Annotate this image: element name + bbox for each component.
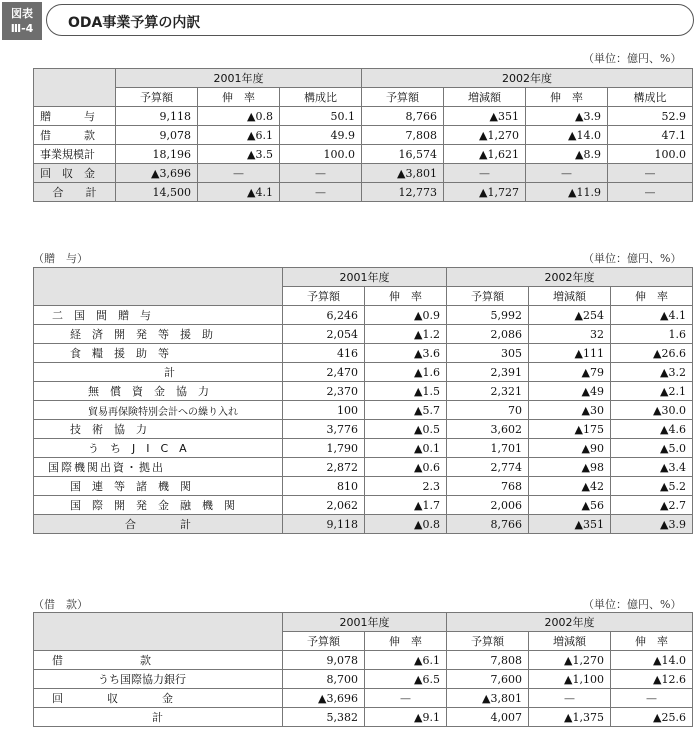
cell: 100: [283, 401, 365, 420]
cell: 32: [529, 325, 611, 344]
unit-label-3: （単位：億円、%）: [583, 598, 682, 611]
cell: 52.9: [608, 107, 693, 126]
col-header: 予算額: [283, 632, 365, 651]
cell: —: [526, 164, 608, 183]
col-header: 増減額: [444, 88, 526, 107]
cell: 810: [283, 477, 365, 496]
cell: ▲2.7: [611, 496, 693, 515]
cell: ▲0.9: [365, 306, 447, 325]
cell: ▲1.6: [365, 363, 447, 382]
cell: ▲1.7: [365, 496, 447, 515]
cell: ▲3.6: [365, 344, 447, 363]
cell: ▲4.1: [198, 183, 280, 202]
table-row: [34, 363, 693, 382]
row-label: 合 計: [34, 515, 283, 534]
cell: ▲30.0: [611, 401, 693, 420]
year-2002-header: 2002年度: [447, 613, 693, 632]
cell: —: [529, 689, 611, 708]
cell: —: [444, 164, 526, 183]
cell: ▲1,375: [529, 708, 611, 727]
table-row: [34, 515, 693, 534]
col-header: 伸 率: [611, 632, 693, 651]
figure-label-line1: 図表: [11, 7, 33, 20]
table-row: [34, 382, 693, 401]
cell: 100.0: [608, 145, 693, 164]
section-label-grants: （贈 与）: [33, 252, 88, 265]
cell: 1,790: [283, 439, 365, 458]
table-row: [34, 439, 693, 458]
cell: ▲5.7: [365, 401, 447, 420]
table-row: [34, 689, 693, 708]
cell: 768: [447, 477, 529, 496]
row-label: 合 計: [34, 183, 116, 202]
row-label: 国 連 等 諸 機 関: [34, 477, 283, 496]
cell: 2,370: [283, 382, 365, 401]
cell: 1.6: [611, 325, 693, 344]
table-row: [34, 126, 693, 145]
cell: ▲1,727: [444, 183, 526, 202]
cell: ▲6.5: [365, 670, 447, 689]
cell: ▲3,801: [447, 689, 529, 708]
cell: ▲49: [529, 382, 611, 401]
row-label: 借 款: [34, 651, 283, 670]
cell: ▲0.5: [365, 420, 447, 439]
cell: 9,118: [116, 107, 198, 126]
row-label: 回 収 金: [34, 689, 283, 708]
cell: —: [611, 689, 693, 708]
cell: 3,602: [447, 420, 529, 439]
cell: 416: [283, 344, 365, 363]
cell: ▲6.1: [365, 651, 447, 670]
cell: ▲254: [529, 306, 611, 325]
cell: ▲9.1: [365, 708, 447, 727]
year-2001-header: 2001年度: [116, 69, 362, 88]
cell: 2,321: [447, 382, 529, 401]
cell: 305: [447, 344, 529, 363]
cell: 7,808: [447, 651, 529, 670]
col-header: 増減額: [529, 632, 611, 651]
figure-label-line2: Ⅲ-4: [10, 22, 34, 35]
col-header: 伸 率: [365, 632, 447, 651]
col-header: 予算額: [283, 287, 365, 306]
cell: ▲3.9: [611, 515, 693, 534]
cell: —: [608, 164, 693, 183]
cell: ▲1,100: [529, 670, 611, 689]
cell: ▲3,696: [116, 164, 198, 183]
cell: —: [280, 164, 362, 183]
cell: ▲14.0: [526, 126, 608, 145]
cell: 8,766: [447, 515, 529, 534]
row-label: 国際機関出資・拠出: [34, 458, 283, 477]
cell: 5,992: [447, 306, 529, 325]
cell: 2,470: [283, 363, 365, 382]
cell: ▲351: [444, 107, 526, 126]
cell: ▲0.1: [365, 439, 447, 458]
cell: ▲0.8: [365, 515, 447, 534]
table-row: [34, 401, 693, 420]
row-label: 贈 与: [34, 107, 116, 126]
col-header: 伸 率: [526, 88, 608, 107]
col-header: 予算額: [116, 88, 198, 107]
cell: ▲351: [529, 515, 611, 534]
cell: —: [365, 689, 447, 708]
cell: ▲3.5: [198, 145, 280, 164]
cell: 5,382: [283, 708, 365, 727]
cell: ▲3,801: [362, 164, 444, 183]
cell: —: [280, 183, 362, 202]
header-blank: [34, 69, 116, 107]
row-label: 国 際 開 発 金 融 機 関: [34, 496, 283, 515]
cell: —: [198, 164, 280, 183]
table-row: [34, 496, 693, 515]
row-label: 貿易再保険特別会計への繰り入れ: [34, 401, 283, 420]
cell: 9,118: [283, 515, 365, 534]
cell: 4,007: [447, 708, 529, 727]
table-row: [34, 344, 693, 363]
cell: ▲26.6: [611, 344, 693, 363]
row-label: う ち J I C A: [34, 439, 283, 458]
cell: 18,196: [116, 145, 198, 164]
row-label: 無 償 資 金 協 力: [34, 382, 283, 401]
row-label: 二 国 間 贈 与: [34, 306, 283, 325]
year-2001-header: 2001年度: [283, 268, 447, 287]
row-label: 経 済 開 発 等 援 助: [34, 325, 283, 344]
cell: ▲1.5: [365, 382, 447, 401]
cell: ▲2.1: [611, 382, 693, 401]
table-row: [34, 651, 693, 670]
table-row: [34, 145, 693, 164]
loans-table: [33, 612, 693, 727]
cell: ▲3,696: [283, 689, 365, 708]
cell: 100.0: [280, 145, 362, 164]
unit-label-2: （単位：億円、%）: [583, 252, 682, 265]
cell: ▲79: [529, 363, 611, 382]
grants-table: [33, 267, 693, 534]
cell: 8,766: [362, 107, 444, 126]
cell: 9,078: [283, 651, 365, 670]
col-header: 伸 率: [365, 287, 447, 306]
cell: 8,700: [283, 670, 365, 689]
cell: ▲4.1: [611, 306, 693, 325]
col-header: 予算額: [447, 632, 529, 651]
summary-table: [33, 68, 693, 202]
cell: 1,701: [447, 439, 529, 458]
row-label: 技 術 協 力: [34, 420, 283, 439]
cell: ▲4.6: [611, 420, 693, 439]
table-row: [34, 420, 693, 439]
cell: 7,808: [362, 126, 444, 145]
table-row: [34, 458, 693, 477]
cell: 16,574: [362, 145, 444, 164]
cell: 2.3: [365, 477, 447, 496]
cell: —: [608, 183, 693, 202]
cell: ▲3.4: [611, 458, 693, 477]
cell: ▲14.0: [611, 651, 693, 670]
figure-header: [2, 2, 694, 40]
cell: ▲111: [529, 344, 611, 363]
row-label: 回 収 金: [34, 164, 116, 183]
row-label: 計: [34, 708, 283, 727]
cell: 49.9: [280, 126, 362, 145]
cell: 2,054: [283, 325, 365, 344]
cell: ▲0.8: [198, 107, 280, 126]
row-label: 食 糧 援 助 等: [34, 344, 283, 363]
table-row: [34, 477, 693, 496]
year-2001-header: 2001年度: [283, 613, 447, 632]
table-row: [34, 164, 693, 183]
cell: ▲6.1: [198, 126, 280, 145]
header-blank: [34, 613, 283, 651]
col-header: 構成比: [280, 88, 362, 107]
cell: ▲3.9: [526, 107, 608, 126]
cell: ▲11.9: [526, 183, 608, 202]
cell: 2,062: [283, 496, 365, 515]
cell: 2,006: [447, 496, 529, 515]
cell: 3,776: [283, 420, 365, 439]
col-header: 構成比: [608, 88, 693, 107]
cell: 7,600: [447, 670, 529, 689]
row-label: 計: [34, 363, 283, 382]
col-header: 伸 率: [611, 287, 693, 306]
cell: ▲1.2: [365, 325, 447, 344]
cell: ▲5.2: [611, 477, 693, 496]
section-label-loans: （借 款）: [33, 598, 88, 611]
cell: ▲5.0: [611, 439, 693, 458]
table-row: [34, 325, 693, 344]
row-label: 事業規模計: [34, 145, 116, 164]
cell: ▲3.2: [611, 363, 693, 382]
cell: ▲8.9: [526, 145, 608, 164]
unit-label-1: （単位：億円、%）: [583, 52, 682, 65]
page-title: ODA事業予算の内訳: [68, 15, 201, 31]
table-row: [34, 183, 693, 202]
table-row: [34, 670, 693, 689]
cell: 70: [447, 401, 529, 420]
cell: ▲1,270: [444, 126, 526, 145]
col-header: 伸 率: [198, 88, 280, 107]
cell: ▲42: [529, 477, 611, 496]
cell: ▲175: [529, 420, 611, 439]
cell: 12,773: [362, 183, 444, 202]
cell: 14,500: [116, 183, 198, 202]
cell: 9,078: [116, 126, 198, 145]
cell: 2,872: [283, 458, 365, 477]
cell: ▲1,621: [444, 145, 526, 164]
cell: 47.1: [608, 126, 693, 145]
cell: ▲90: [529, 439, 611, 458]
cell: ▲12.6: [611, 670, 693, 689]
cell: ▲1,270: [529, 651, 611, 670]
col-header: 予算額: [362, 88, 444, 107]
cell: ▲25.6: [611, 708, 693, 727]
cell: ▲98: [529, 458, 611, 477]
year-2002-header: 2002年度: [447, 268, 693, 287]
figure-label: [2, 2, 42, 40]
col-header: 予算額: [447, 287, 529, 306]
cell: 50.1: [280, 107, 362, 126]
cell: ▲56: [529, 496, 611, 515]
header-blank: [34, 268, 283, 306]
cell: ▲30: [529, 401, 611, 420]
table-row: [34, 306, 693, 325]
row-label: 借 款: [34, 126, 116, 145]
col-header: 増減額: [529, 287, 611, 306]
cell: 6,246: [283, 306, 365, 325]
year-2002-header: 2002年度: [362, 69, 693, 88]
cell: 2,774: [447, 458, 529, 477]
cell: 2,086: [447, 325, 529, 344]
table-row: [34, 708, 693, 727]
row-label: うち国際協力銀行: [34, 670, 283, 689]
table-row: [34, 107, 693, 126]
cell: ▲0.6: [365, 458, 447, 477]
cell: 2,391: [447, 363, 529, 382]
